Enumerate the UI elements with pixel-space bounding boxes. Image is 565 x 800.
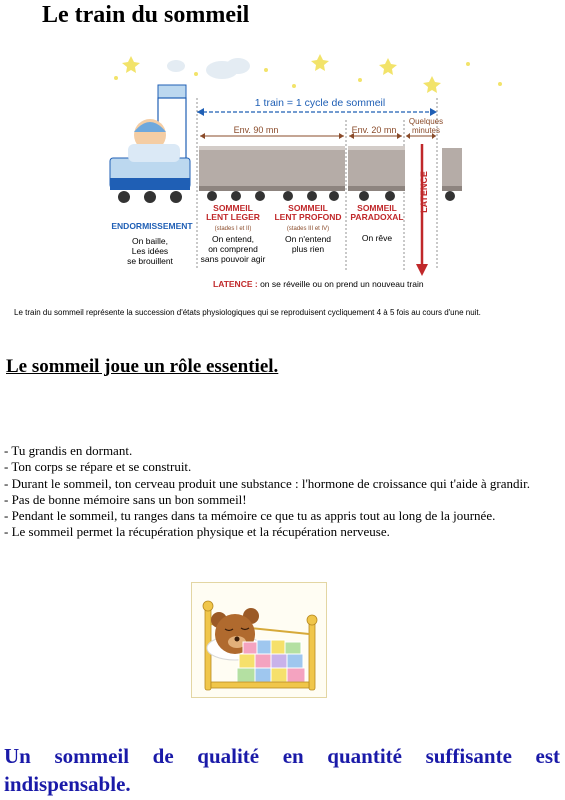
stage-paradoxal-1: SOMMEIL	[357, 203, 397, 213]
paradoxal-desc: On rêve	[361, 233, 393, 243]
duration-minutes-2: minutes	[411, 126, 441, 135]
stage-lent-profond-stades: (stades III et IV)	[286, 226, 330, 232]
latence-vertical-label: LATENCE	[419, 171, 429, 213]
list-item: - Le sommeil permet la récupération physique et la récupération nerveuse.	[4, 524, 390, 540]
list-item: - Ton corps se répare et se construit.	[4, 459, 192, 475]
duration-minutes-1: Quelques	[408, 117, 444, 126]
duration-90: Env. 90 mn	[233, 125, 279, 135]
list-item: - Pendant le sommeil, tu ranges dans ta mémoire ce que tu as appris tout au long de la journée.	[4, 508, 496, 524]
lent-profond-desc-2: plus rien	[291, 244, 325, 254]
stage-paradoxal-2: PARADOXAL	[350, 212, 404, 222]
sleeping-teddy-bear-icon	[191, 582, 327, 698]
section-title: Le sommeil joue un rôle essentiel.	[6, 356, 279, 377]
locomotive-icon	[110, 85, 190, 203]
stage-lent-profond-1: SOMMEIL	[288, 203, 328, 213]
cycle-label: 1 train = 1 cycle de sommeil	[254, 97, 386, 109]
latence-legend-key: LATENCE :	[213, 279, 258, 289]
stage-endormissement: ENDORMISSEMENT	[111, 221, 193, 231]
list-item: - Durant le sommeil, ton cerveau produit une substance : l'hormone de croissance qui t'aide à grandir.	[4, 475, 530, 491]
lent-leger-desc-3: sans pouvoir agir	[200, 254, 266, 264]
stage-lent-profond-2: LENT PROFOND	[274, 212, 342, 222]
list-item: - Pas de bonne mémoire sans un bon sommeil!	[4, 491, 247, 507]
endormissement-desc-3: se brouillent	[127, 256, 173, 266]
latence-legend	[213, 279, 424, 289]
list-item: - Tu grandis en dormant.	[4, 443, 133, 458]
duration-20: Env. 20 mn	[351, 125, 397, 135]
endormissement-desc-1: On baille,	[132, 236, 168, 246]
benefits-list	[4, 443, 544, 541]
diagram-caption: Le train du sommeil représente la succession d'états physiologiques qui se reproduisent cycliquement 4 à 5 fois au cours d'une nuit.	[14, 308, 481, 317]
stage-lent-leger-stades: (stades I et II)	[214, 226, 252, 232]
sleep-train-diagram	[0, 40, 565, 320]
page-title: Le train du sommeil	[42, 2, 250, 28]
stage-lent-leger-1: SOMMEIL	[213, 203, 253, 213]
lent-profond-desc-1: On n'entend	[284, 234, 332, 244]
cloud-decoration	[167, 58, 250, 79]
stage-lent-leger-2: LENT LEGER	[206, 212, 260, 222]
closing-statement: Un sommeil de qualité en quantité suffisante est indispensable.	[4, 744, 560, 796]
lent-leger-desc-1: On entend,	[211, 234, 255, 244]
endormissement-desc-2: Les idées	[131, 246, 169, 256]
lent-leger-desc-2: on comprend	[208, 244, 258, 254]
latence-legend-text: on se réveille ou on prend un nouveau train	[260, 279, 424, 289]
